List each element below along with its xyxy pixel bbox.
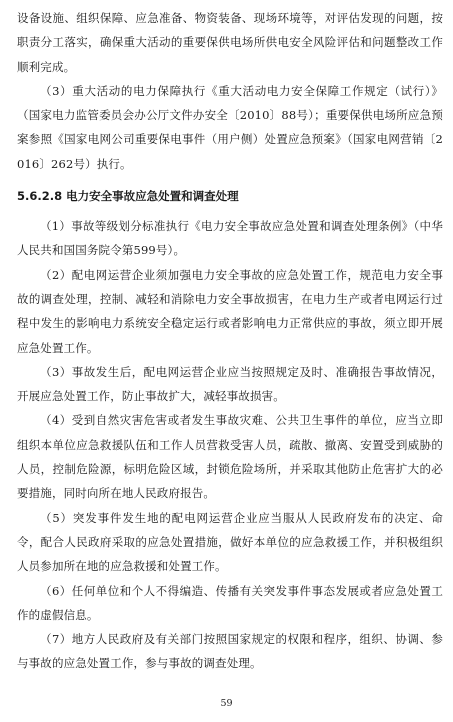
paragraph: （3）重大活动的电力保障执行《重大活动电力安全保障工作规定（试行）》（国家电力监管委员会办公厅文件办安全〔2010〕88号）；重要保供电场所应急预案参照《国家电网公司重要保电事件（用户侧）处置应急预案》（国家电网营销〔2016〕262号）执行。 — [17, 83, 443, 171]
paragraph: （5）突发事件发生地的配电网运营企业应当服从人民政府发布的决定、命令，配合人民政府采取的应急处置措施，做好本单位的应急救援工作，并积极组织人员参加所在地的应急救援和处置工作。 — [17, 510, 443, 574]
paragraph: 设备设施、组织保障、应急准备、物资装备、现场环境等，对评估发现的问题，按职责分工落实，确保重大活动的重要保供电场所供电安全风险评估和问题整改工作顺利完成。 — [17, 11, 443, 74]
paragraph: （1）事故等级划分标准执行《电力安全事故应急处置和调查处理条例》（中华人民共和国国务院令第599号）。 — [17, 219, 443, 258]
bottom-paragraph-group — [17, 214, 443, 676]
page-number: 59 — [220, 698, 233, 709]
paragraph: （7）地方人民政府及有关部门按照国家规定的权限和程序，组织、协调、参与事故的应急处置工作，参与事故的调查处理。 — [17, 632, 443, 671]
paragraph: （3）事故发生后，配电网运营企业应当按照规定及时、准确报告事故情况，开展应急处置工作，防止事故扩大，减轻事故损害。 — [17, 364, 443, 404]
top-paragraph-group — [17, 6, 443, 176]
page-body — [17, 6, 443, 676]
section-heading: 5.6.2.8 电力安全事故应急处置和调查处理 — [17, 189, 239, 204]
paragraph: （4）受到自然灾害危害或者发生事故灾难、公共卫生事件的单位，应当立即组织本单位应急救援队伍和工作人员营救受害人员，疏散、撤离、安置受到威胁的人员，控制危险源，标明危险区域，封锁危险场所，并采取其他防止危害扩大的必要措施，同时向所在地人民政府报告。 — [17, 413, 443, 501]
paragraph: （6）任何单位和个人不得编造、传播有关突发事件事态发展或者应急处置工作的虚假信息。 — [17, 583, 443, 622]
paragraph: （2）配电网运营企业须加强电力安全事故的应急处置工作，规范电力安全事故的调查处理，控制、减轻和消除电力安全事故损害，在电力生产或者电网运行过程中发生的影响电力系统安全稳定运行或者影响电力正常供应的事故，须立即开展应急处置工作。 — [17, 267, 443, 355]
